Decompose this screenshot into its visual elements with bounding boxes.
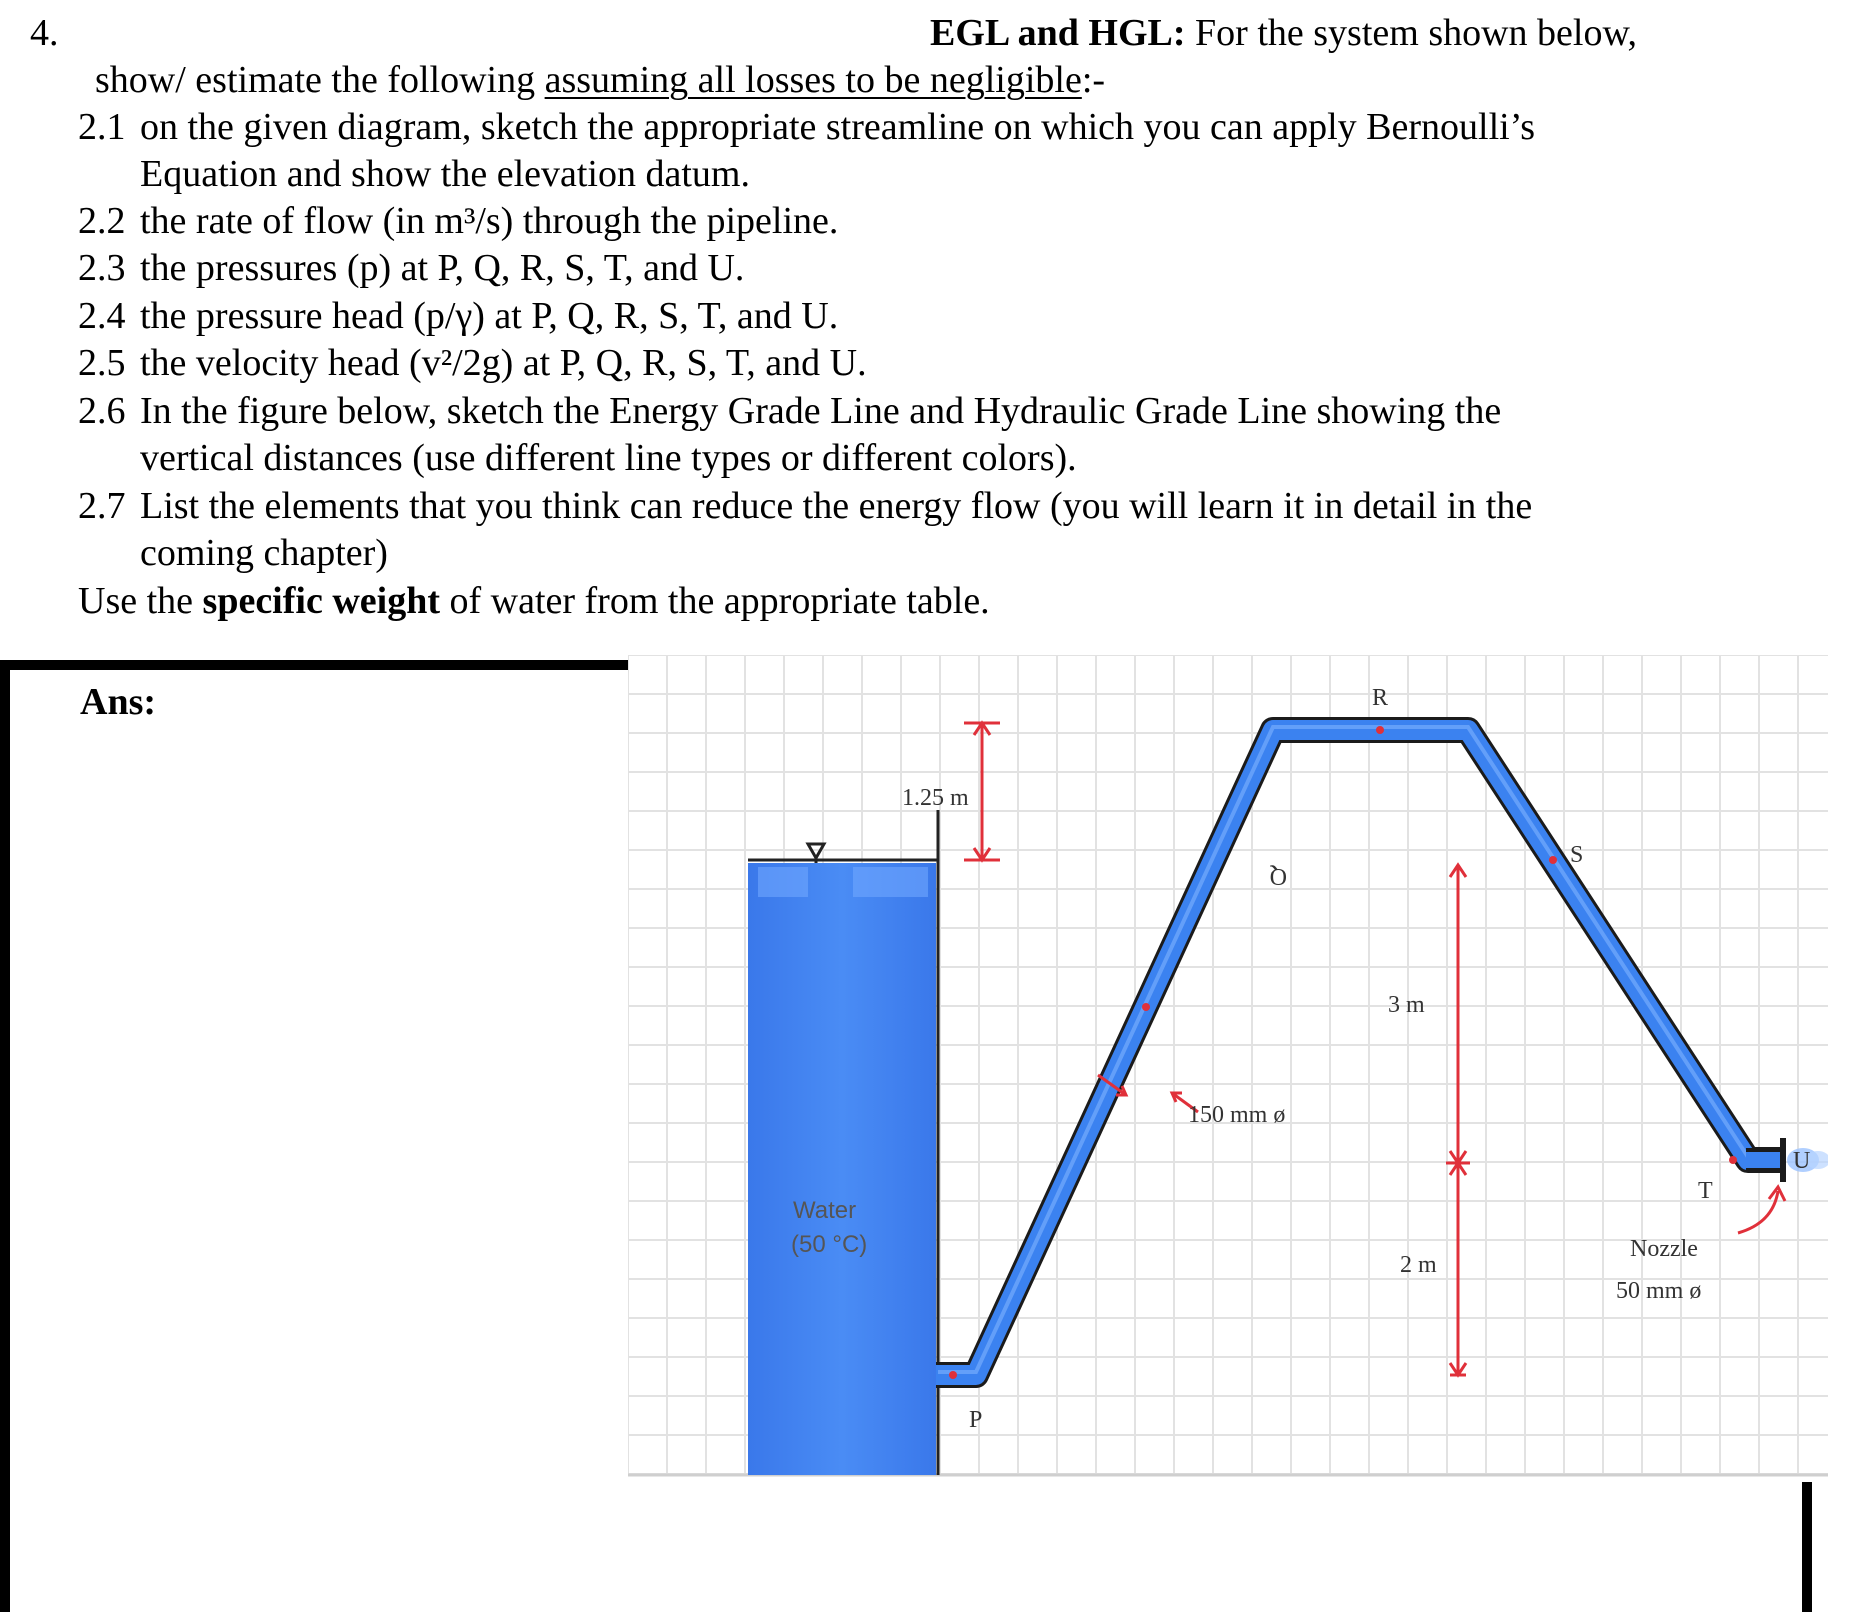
footer-post: of water from the appropriate table.: [439, 580, 990, 622]
reservoir-water: [748, 863, 936, 1475]
intro-line: [95, 57, 1105, 103]
question-line: Equation and show the elevation datum.: [140, 153, 750, 195]
question-number: 2.2: [78, 200, 126, 242]
dimension-label-middle: 3 m: [1388, 992, 1425, 1018]
nozzle-label: Nozzle: [1630, 1236, 1698, 1262]
question-line: the rate of flow (in m³/s) through the pipeline.: [140, 200, 839, 242]
answer-frame-top: [0, 660, 628, 670]
question-number: 2.3: [78, 247, 126, 289]
dimension-label-bottom: 2 m: [1400, 1252, 1437, 1278]
intro-pre: show/ estimate the following: [95, 59, 545, 101]
question-line: In the figure below, sketch the Energy Grade Line and Hydraulic Grade Line showing the: [140, 390, 1502, 432]
reservoir-surface-highlight: [758, 867, 808, 897]
question-line: the pressure head (p/γ) at P, Q, R, S, T, and U.: [140, 295, 839, 337]
nozzle-flow: [1746, 1152, 1780, 1168]
water-label: Water: [793, 1197, 857, 1224]
intro-post: :-: [1081, 59, 1106, 101]
footer-bold: specific weight: [202, 580, 440, 622]
question-line: the pressures (p) at P, Q, R, S, T, and U.: [140, 247, 745, 289]
dimension-label-top: 1.25 m: [902, 785, 969, 811]
footer-pre: Use the: [78, 580, 203, 622]
question-number: 2.1: [78, 106, 126, 148]
point-label-u: U: [1793, 1148, 1811, 1174]
question-line: List the elements that you think can reduce the energy flow (you will learn it in detail in the: [140, 485, 1533, 527]
question-line: the velocity head (v²/2g) at P, Q, R, S, T, and U.: [140, 342, 867, 384]
pipe-flow-highlight: [938, 727, 1786, 1372]
question-number: 2.7: [78, 485, 126, 527]
problem-title: [930, 10, 1637, 56]
point-label-r: R: [1372, 685, 1389, 711]
point-label-s: S: [1570, 842, 1584, 868]
dimension-3m-2m: [1446, 865, 1470, 1375]
question-line: on the given diagram, sketch the appropriate streamline on which you can apply Bernoulli’s: [140, 106, 1536, 148]
footer-note: [78, 578, 990, 624]
intro-assumption: assuming all losses to be negligible: [544, 59, 1082, 101]
question-line: vertical distances (use different line types or different colors).: [140, 437, 1077, 479]
answer-frame-right: [1802, 1482, 1812, 1612]
problem-number: 4.: [30, 12, 59, 54]
pipe-diameter-label: 150 mm ø: [1188, 1102, 1286, 1128]
water-temperature: (50 °C): [791, 1231, 868, 1258]
title-bold: EGL and HGL:: [930, 12, 1186, 54]
question-number: 2.6: [78, 390, 126, 432]
point-label-q: Q: [1269, 863, 1287, 889]
point-label-p: P: [969, 1407, 983, 1433]
pipeline-diagram: [628, 655, 1828, 1485]
question-line: coming chapter): [140, 532, 388, 574]
reservoir-surface-highlight: [853, 867, 928, 897]
title-rest: For the system shown below,: [1195, 12, 1637, 54]
dimension-1-25m: [964, 723, 1000, 860]
answer-label: Ans:: [80, 681, 157, 723]
question-number: 2.4: [78, 295, 126, 337]
point-label-t: T: [1698, 1178, 1713, 1204]
nozzle-diameter-label: 50 mm ø: [1616, 1278, 1702, 1304]
answer-frame-left: [0, 660, 10, 1612]
question-number: 2.5: [78, 342, 126, 384]
